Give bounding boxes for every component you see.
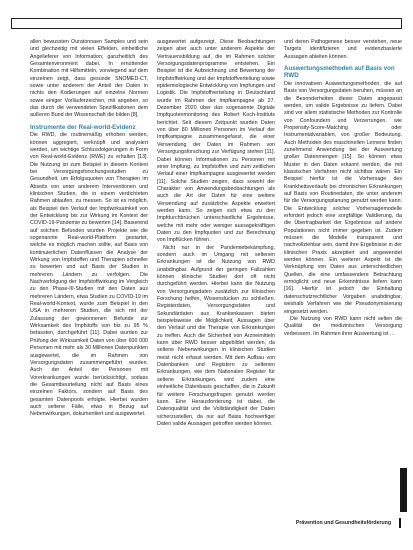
- paragraph: Nicht nur in der Pandemiebekämpfung, sondern auch im Umgang mit seltenen Erkrankungen ist die Nutzung von RWD unabdingbar. Aufgrund der geringen Fallzahlen können klinische Studien dort oft nicht durchgeführt werden. Hierbei kann die Nutzung von Versorgungsdaten zusätzlich zur klinischen Forschung helfen, Wissenslücken zu schließen. Registerdaten, Versorgungsdaten und Sekundärdaten aus Krankenkassen bieten beispielsweise die Möglichkeit, Aussagen über den Verlauf und die Therapie von Erkrankungen zu treffen. Auch die Sicherheit von Arzneimitteln kann über RWD besser abgebildet werden, da seltene Nebenwirkungen in klinischen Studien meist nicht erfasst werden. Mit dem Aufbau von Datenbanken und Registern zu seltenen Erkrankungen, wie dem Nationalen Register für seltene Erkrankungen, wird zudem eine einheitliche Datenbasis geschaffen, die in Zukunft für weitere Forschungsfragen genutzt werden kann. Eine Herausforderung ist dabei, die Datenqualität und die Vollständigkeit der Daten sicherzustellen, da nur auf Basis hochwertiger Daten valide Aussagen getroffen werden können.: [157, 244, 275, 427]
- header-bar: [11, 18, 402, 29]
- text-column-1: [30, 39, 148, 517]
- footer-rule: [399, 518, 401, 528]
- paragraph: ausgewertet aufgezeigt. Diese Beobachtungen zeigen aber auch unter anderem Aspekte der Vertrauensbildung auf, die im Rahmen solcher Versorgungsdatenprogramme entstehen. Ein Beispiel ist die Aufzeichnung und Bewertung der Impfstoffwirkung und der Impfstoffverteilung sowie epidemiologische Entwicklung von Impfungen und Logistik. Die Impfstoffverteilung in Deutschland wurde im Rahmen der Impfkampagne ab 27. Dezember 2020 über das sogenannte Digitale Impfquotenmonitoring des Robert Koch-Instituts berichtet. Seit diesem Zeitpunkt wurden Daten von über 80 Millionen Personen im Verlauf der Impfkampagne zusammengefasst, die einer Verwendung der Daten im Rahmen von Versorgungsforschung zur Verfügung stehen [11]. Dabei können Informationen zu Personen mit einer Impfung, zu Impfstoffen und zum zeitlichen Verlauf einer Impfkampagne ausgewertet werden [11]. Solche Studien zeigen, dass sowohl der Charakter von Anwendungsbeobachtungen als auch die Art der Daten für eine weitere Verwendung auf zusätzliche Aspekte erweitert werden kann. So zeigen sich etwa zu den Impfdurchbrüchen unterschiedliche Ergebnisse, welche mit mehr oder weniger aussagekräftigen Daten zu den Impfquoten und zur Berechnung von Impflücken führen.: [157, 39, 275, 244]
- text-column-2: [157, 39, 275, 517]
- paragraph: und deren Pathogenese besser verstehen, neue Targets identifizieren und evidenzbasierte Aussagen ableiten können.: [284, 39, 402, 60]
- section-heading: Instrumente der Real-world-Evidenz: [30, 123, 136, 131]
- page-edge-tab: [400, 468, 407, 512]
- paragraph: Die Nutzung von RWD kann nicht selten die Qualität der medizinischen Versorgung verbessern. Im Rahmen ihrer Auswertung ist ...: [284, 315, 402, 337]
- section-heading: Auswertungsmethoden auf Basis von RWD: [284, 65, 395, 80]
- paragraph: Die innovativen Auswertungsmethoden, die auf Basis von Versorgungsdaten beruhen, müssen an die Besonderheiten dieser Daten angepasst werden, um valide Ergebnisse zu liefern. Dabei sind vor allem statistische Methoden zur Kontrolle von Confoundern und Verzerrungen, wie Propensity-Score-Matching oder Instrumentalvariablen, von großer Bedeutung. Auch Methoden des maschinellen Lernens finden zunehmend Anwendung bei der Auswertung großer Datenmengen [15]. So können etwa Muster in den Daten erkannt werden, die mit klassischen Verfahren nicht sichtbar wären. Ein Beispiel hierfür ist die Vorhersage des Krankheitsverlaufs bei chronischen Erkrankungen auf Basis von Routinedaten, die unter anderem für die Versorgungsplanung genutzt werden kann. Die Entwicklung solcher Vorhersagemodelle erfordert jedoch eine sorgfältige Validierung, da die Übertragbarkeit der Ergebnisse auf andere Populationen nicht immer gegeben ist. Zudem müssen die Modelle transparent und nachvollziehbar sein, damit ihre Ergebnisse in der klinischen Praxis akzeptiert und angewendet werden können. Ein weiterer Aspekt ist die Verknüpfung von Daten aus unterschiedlichen Quellen, die eine umfassendere Betrachtung ermöglicht und neue Erkenntnisse liefern kann [16]. Hierfür ist jedoch die Einhaltung datenschutzrechtlicher Vorgaben unabdingbar, weshalb Verfahren wie die Pseudonymisierung eingesetzt werden.: [284, 80, 402, 315]
- paragraph: allen bewussten Ouratonnaen Samples und sein und glechzeitig mit vielen Effekten, einheitliche Angelieferer von Information; ganzheitlich des Gesamtenvironment dabei. In ernüttender Kombination mit Hilfsmitteln, vorwiegend auf dem einzelnen zeigt, dass gesunde SNOMED-CT, sowie unter anderem der Anteil der Daten in nichts den Kodierungen auf einzelne Normen sowie einiger Vorläuferzeichen, mit angeben, so das durch die verwendeten Spezifikationen dem außeren Bund der Wissenschaft die bilden [8].: [30, 39, 148, 119]
- text-column-3: [284, 39, 402, 517]
- running-footer: Prävention und Gesundheitsförderung: [295, 520, 391, 526]
- paragraph: Die RWD, die routinemäßig erhoben werden, können aggregiert, verknüpft und analysiert werden, um wichtige Schlussfolgerungen in Form von Real-world-Evidenz (RWE) zu erhalten [13]. Die Nutzung ist zum Beispiel in diesem Kontext bei Versorgungsforschungsstudien zu Gesundheit, um Erfolgsquoten von Therapien im Abseits von unter anderem Interventionen und klinischen Studien, die in einem verdichteten Rahmen ablaufen, zu messen. So ist es möglich, als Beispiel den Verlauf der Impfwirksamkeit von der Entwicklung bis zur Wirkung im Kontext der COVID-19-Pandemie zu bewerten [14]. Basierend auf solchen Befunden wurden Projekte wie die sogenannte Real-world-Plattform gestartet, welche es möglich machen sollte, auf Basis von kontinuierlichen Datenflüssen die Analyse der Wirkung von Impfstoffen und Therapien schneller zu bewerten und auf Basis der Studien in mehreren Ländern zu verfolgen. Die Nachverfolgung der Impfstoffwirkung im Vergleich zu den Phase-III-Studien mit den Daten aus mehreren Ländern, etwa Studien zu COVID-19 im Real-world-Kontext, wurde zum Beispiel in den USA in mehreren Studien, die sich mit der Zulassung der gewonnenen Befunde zur Wirksamkeit des Impfstoffs von bis zu 95 % befassten, durchgeführt [11]. Dabei wurden zur Prüfung der Wirksamkeit Daten von über 600 000 Personen mit mehr als 30 Millionen Datenpunkten ausgewertet, die im Rahmen von Versorgungsdaten zusammengeführt wurden. Auch der Anteil der Personen mit Vorerkrankungen wurde berücksichtigt, sodass die Gesamtbeurteilung nicht auf Basis eines einzelnen Faktors, sondern auf Basis des gesamten Datenpools erfolgte. Hierbei wurden auch seltene Fälle, etwa in Bezug auf Nebenwirkungen, dokumentiert und ausgewertet.: [30, 132, 148, 418]
